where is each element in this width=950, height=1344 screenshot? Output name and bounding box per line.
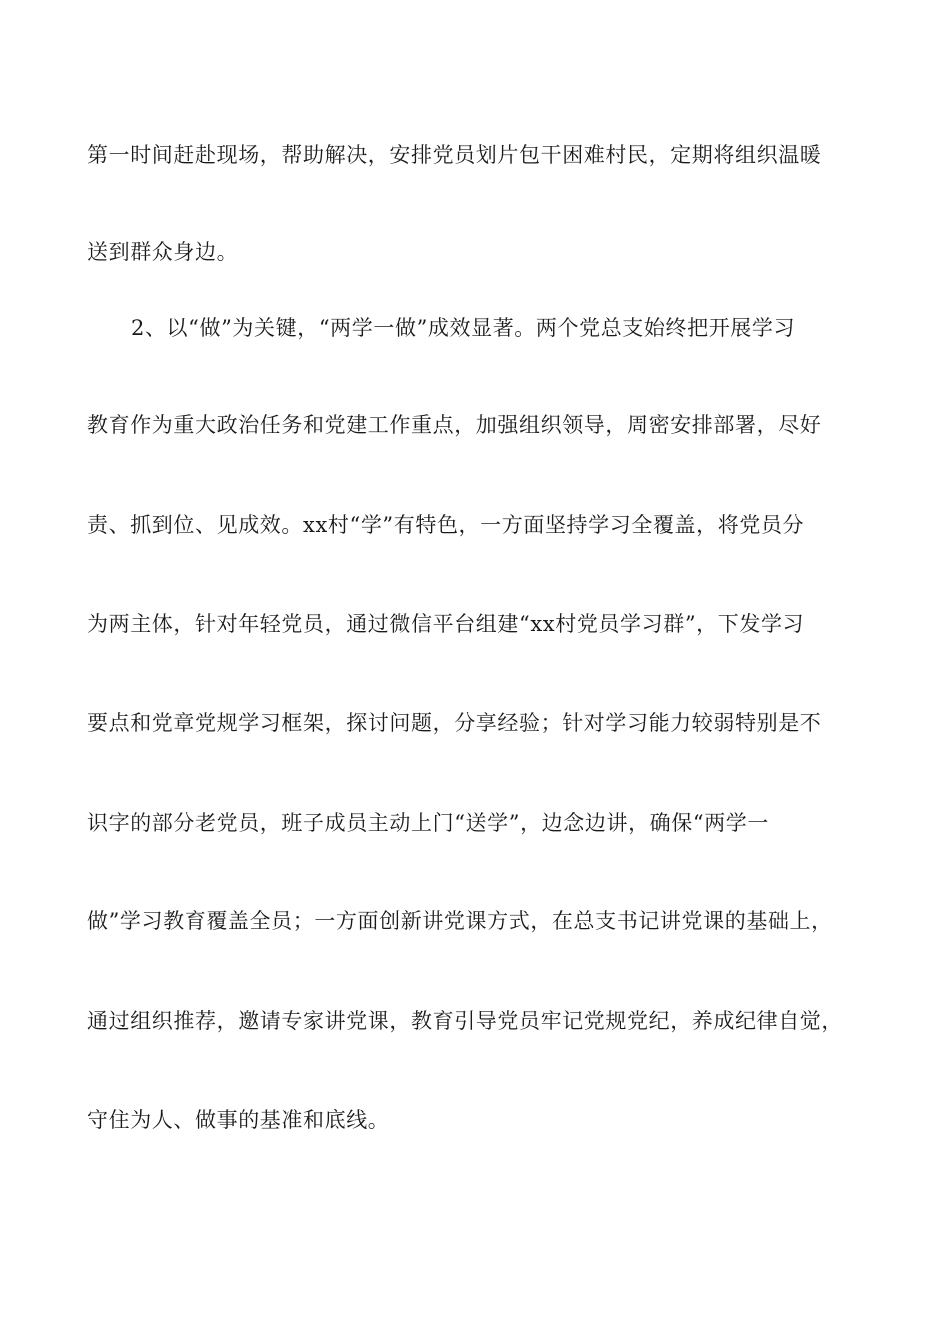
text-line-10: 通过组织推荐，邀请专家讲党课，教育引导党员牢记党规党纪，养成纪律自觉， xyxy=(87,1009,843,1033)
text-line-6: 为两主体，针对年轻党员，通过微信平台组建“xx村党员学习群”，下发学习 xyxy=(87,612,805,636)
text-line-2: 送到群众身边。 xyxy=(87,240,239,264)
text-line-9: 做”学习教育覆盖全员；一方面创新讲党课方式，在总支书记讲党课的基础上， xyxy=(87,909,833,933)
text-line-8: 识字的部分老党员，班子成员主动上门“送学”，边念边讲，确保“两学一 xyxy=(87,811,770,835)
text-line-4: 教育作为重大政治任务和党建工作重点，加强组织领导，周密安排部署，尽好 xyxy=(87,413,822,437)
text-line-1: 第一时间赶赴现场，帮助解决，安排党员划片包干困难村民，定期将组织温暖 xyxy=(87,143,822,167)
text-line-11: 守住为人、做事的基准和底线。 xyxy=(87,1108,390,1132)
text-line-7: 要点和党章党规学习框架，探讨问题，分享经验；针对学习能力较弱特别是不 xyxy=(87,711,822,735)
paragraph-2-first-line: 2、以“做”为关键，“两学一做”成效显著。两个党总支始终把开展学习 xyxy=(131,316,796,340)
text-line-5: 责、抓到位、见成效。xx村“学”有特色，一方面坚持学习全覆盖，将党员分 xyxy=(87,513,805,537)
